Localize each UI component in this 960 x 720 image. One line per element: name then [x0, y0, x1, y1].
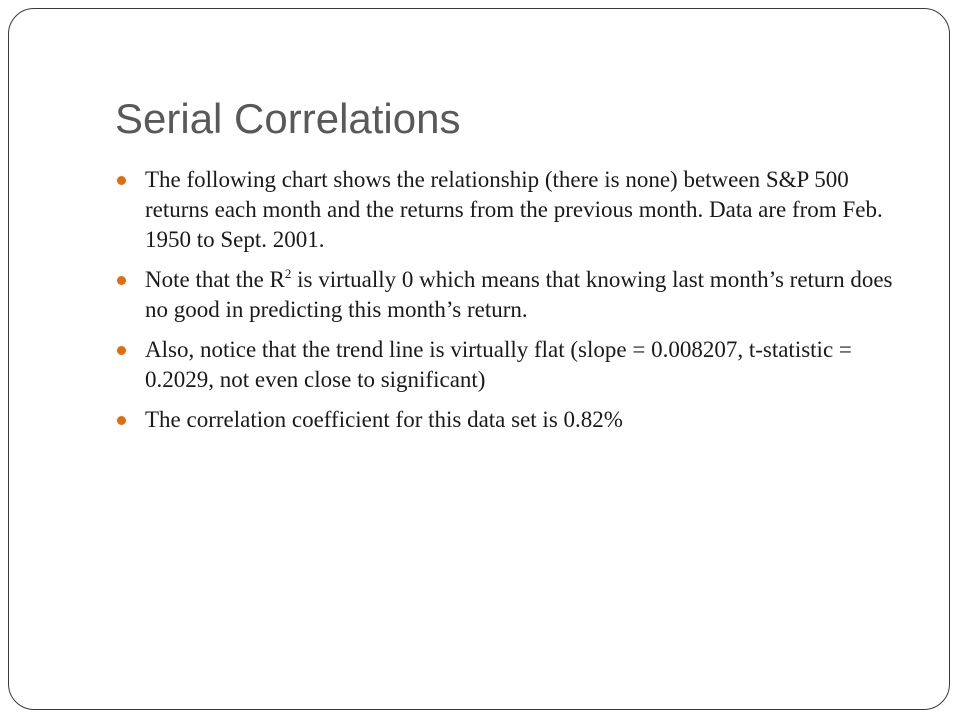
bullet-dot-icon — [117, 346, 126, 355]
slide-title: Serial Correlations — [115, 95, 461, 142]
bullet-dot-icon — [117, 416, 126, 425]
bullet-text-after: is virtually 0 which means that knowing last month’s return does no good in predicting this month’s return. — [145, 267, 893, 322]
bullet-list — [115, 165, 905, 445]
list-item — [115, 335, 905, 395]
bullet-dot-icon — [117, 276, 126, 285]
bullet-dot-icon — [117, 176, 126, 185]
r-squared-superscript: 2 — [284, 266, 292, 281]
list-item — [115, 265, 905, 325]
bullet-text-before: Note that the R — [145, 267, 285, 292]
list-item — [115, 165, 905, 255]
bullet-text: The following chart shows the relationship (there is none) between S&P 500 returns each month and the returns from the previous month. Data are from Feb. 1950 to Sept. 2001. — [145, 167, 883, 252]
slide-frame — [8, 8, 950, 710]
list-item — [115, 405, 905, 435]
bullet-text: The correlation coefficient for this data set is 0.82% — [145, 407, 623, 432]
bullet-text: Also, notice that the trend line is virtually flat (slope = 0.008207, t-statistic = 0.2029, not even close to significant) — [145, 337, 852, 392]
